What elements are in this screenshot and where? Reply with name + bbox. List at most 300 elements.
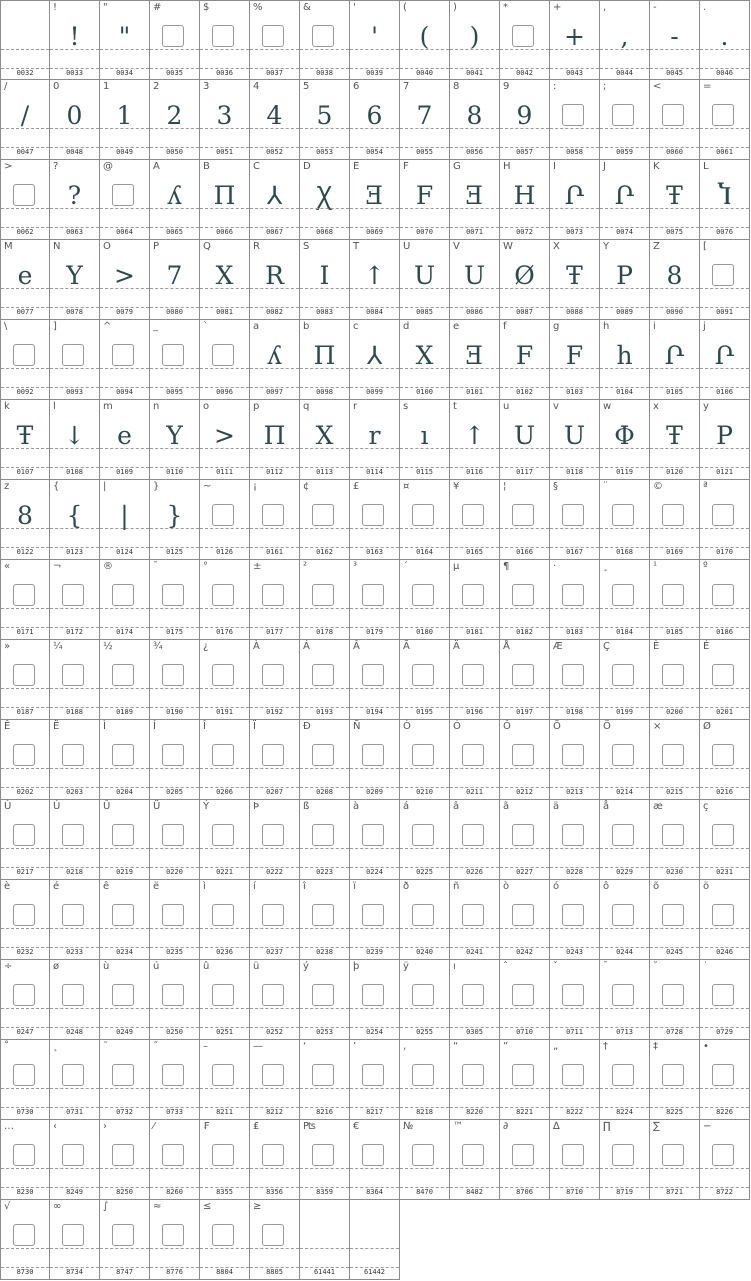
baseline-guide <box>650 608 699 609</box>
character-code: 0210 <box>416 788 433 796</box>
glyph-cell <box>700 1120 750 1200</box>
character-label: – <box>203 1041 208 1052</box>
character-code: 0202 <box>16 788 34 796</box>
character-label: … <box>4 1121 14 1132</box>
baseline-guide <box>450 448 499 449</box>
glyph-sample: U <box>463 261 486 290</box>
baseline-guide <box>450 1168 499 1169</box>
glyph-cell <box>250 1200 300 1280</box>
glyph-cell <box>150 80 200 160</box>
baseline-guide <box>1 768 49 769</box>
glyph-cell <box>300 1120 350 1200</box>
glyph-cell <box>0 320 50 400</box>
character-label: # <box>153 2 162 13</box>
missing-glyph-box-icon <box>262 504 284 526</box>
glyph-cell <box>450 1120 500 1200</box>
missing-glyph-box-icon <box>562 1064 584 1086</box>
character-code: 0217 <box>16 868 34 876</box>
character-label: å <box>603 801 610 812</box>
missing-glyph-box-icon <box>412 984 434 1006</box>
character-code: 0113 <box>316 468 333 476</box>
baseline-guide <box>1 528 49 529</box>
glyph-cell <box>350 0 400 80</box>
character-label: ˝ <box>153 1041 158 1052</box>
baseline-guide <box>300 848 349 849</box>
character-code: 0068 <box>316 228 333 236</box>
character-label: ‚ <box>403 1041 407 1052</box>
character-code: 0119 <box>616 468 633 476</box>
character-label: Q <box>203 241 211 252</box>
character-label: ⁄ <box>153 1121 155 1132</box>
character-code: 0305 <box>466 1028 483 1036</box>
glyph-sample: ↓ <box>64 421 85 450</box>
glyph-sample: 8 <box>666 261 683 290</box>
glyph-cell <box>450 0 500 80</box>
character-label: ß <box>303 801 310 812</box>
baseline-guide <box>600 768 649 769</box>
baseline-guide <box>300 288 349 289</box>
character-code: 8226 <box>716 1108 733 1116</box>
character-label: Û <box>103 801 111 812</box>
missing-glyph-box-icon <box>462 664 484 686</box>
character-code: 0730 <box>16 1108 34 1116</box>
glyph-sample: Y <box>66 261 83 290</box>
baseline-guide <box>550 368 599 369</box>
baseline-guide <box>50 528 99 529</box>
character-code: 8359 <box>316 1188 333 1196</box>
glyph-sample: ↑ <box>364 261 385 290</box>
glyph-sample: ⅄ <box>366 341 383 370</box>
character-label: } <box>153 481 160 492</box>
character-code: 0163 <box>366 548 383 556</box>
glyph-cell <box>150 0 200 80</box>
baseline-guide <box>350 1168 399 1169</box>
character-code: 0085 <box>416 308 433 316</box>
character-code: 0162 <box>316 548 333 556</box>
character-label: Y <box>603 241 610 252</box>
character-code: 0061 <box>716 148 733 156</box>
missing-glyph-box-icon <box>612 664 634 686</box>
character-label: Â <box>353 641 360 652</box>
glyph-cell <box>350 960 400 1040</box>
glyph-cell <box>450 1040 500 1120</box>
baseline-guide <box>100 49 149 50</box>
character-label: Ê <box>4 721 11 732</box>
baseline-guide <box>550 1088 599 1089</box>
baseline-guide <box>200 49 249 50</box>
glyph-cell <box>0 1200 50 1280</box>
character-label: + <box>553 2 562 13</box>
character-code: 0233 <box>66 948 83 956</box>
baseline-guide <box>500 49 549 50</box>
character-label: S <box>303 241 310 252</box>
glyph-sample: h <box>616 341 633 370</box>
baseline-guide <box>200 688 249 689</box>
glyph-sample: U <box>513 421 536 450</box>
glyph-cell <box>0 160 50 240</box>
character-label: ˙ <box>703 961 708 972</box>
missing-glyph-box-icon <box>112 904 134 926</box>
character-code: 0096 <box>216 388 233 396</box>
glyph-cell <box>400 160 450 240</box>
character-code: 8221 <box>516 1108 533 1116</box>
missing-glyph-box-icon <box>312 1144 334 1166</box>
baseline-guide <box>650 1168 699 1169</box>
character-code: 0063 <box>66 228 83 236</box>
character-label: ð <box>403 881 410 892</box>
character-code: 0120 <box>666 468 683 476</box>
glyph-cell <box>200 320 250 400</box>
missing-glyph-box-icon <box>712 104 734 126</box>
baseline-guide <box>350 1248 399 1249</box>
character-label: Ù <box>4 801 12 812</box>
character-label: ! <box>53 2 58 13</box>
character-label: e <box>453 321 460 332</box>
character-label: à <box>353 801 360 812</box>
baseline-guide <box>650 1088 699 1089</box>
character-label: £ <box>353 481 360 492</box>
character-code: 0186 <box>716 628 733 636</box>
baseline-guide <box>1 128 49 129</box>
character-label: Ó <box>453 721 461 732</box>
baseline-guide <box>1 448 49 449</box>
glyph-cell <box>500 0 550 80</box>
glyph-cell <box>0 1120 50 1200</box>
character-code: 0710 <box>516 1028 533 1036</box>
missing-glyph-box-icon <box>312 25 334 47</box>
character-code: 0088 <box>566 308 583 316</box>
character-label: ³ <box>353 561 358 572</box>
glyph-cell <box>50 1040 100 1120</box>
baseline-guide <box>200 208 249 209</box>
character-code: 0221 <box>216 868 233 876</box>
character-code: 0237 <box>266 948 283 956</box>
missing-glyph-box-icon <box>112 1224 134 1246</box>
character-label: I <box>553 161 556 172</box>
baseline-guide <box>550 448 599 449</box>
missing-glyph-box-icon <box>612 1144 634 1166</box>
character-code: 0222 <box>266 868 283 876</box>
character-label: & <box>303 2 311 13</box>
character-code: 0071 <box>466 228 483 236</box>
baseline-guide <box>200 128 249 129</box>
glyph-sample: Π <box>263 421 286 450</box>
glyph-cell <box>400 1040 450 1120</box>
glyph-cell <box>350 1200 400 1280</box>
character-label: ı <box>453 961 456 972</box>
missing-glyph-box-icon <box>13 344 35 366</box>
missing-glyph-box-icon <box>212 1224 234 1246</box>
character-code: 0733 <box>166 1108 183 1116</box>
glyph-sample: e <box>17 261 33 290</box>
glyph-cell <box>100 400 150 480</box>
glyph-cell <box>350 400 400 480</box>
missing-glyph-box-icon <box>13 984 35 1006</box>
baseline-guide <box>200 1168 249 1169</box>
character-code: 0107 <box>16 468 34 476</box>
character-label: Õ <box>553 721 561 732</box>
character-code: 0230 <box>666 868 683 876</box>
baseline-guide <box>150 768 199 769</box>
baseline-guide <box>200 368 249 369</box>
character-code: 0049 <box>116 148 133 156</box>
baseline-guide <box>300 49 349 50</box>
character-code: 0235 <box>166 948 183 956</box>
baseline-guide <box>700 1088 749 1089</box>
character-label: 0 <box>53 81 60 92</box>
baseline-guide <box>300 608 349 609</box>
glyph-cell <box>50 720 100 800</box>
character-code: 0196 <box>466 708 483 716</box>
baseline-guide <box>500 688 549 689</box>
missing-glyph-box-icon <box>712 824 734 846</box>
character-code: 0209 <box>366 788 383 796</box>
baseline-guide <box>350 848 399 849</box>
character-code: 0249 <box>116 1028 133 1036</box>
character-code: 0167 <box>566 548 583 556</box>
baseline-guide <box>1 1088 49 1089</box>
character-code: 0199 <box>616 708 633 716</box>
missing-glyph-box-icon <box>312 824 334 846</box>
baseline-guide <box>250 1168 299 1169</box>
glyph-cell <box>200 480 250 560</box>
glyph-cell <box>250 400 300 480</box>
baseline-guide <box>350 208 399 209</box>
missing-glyph-box-icon <box>162 664 184 686</box>
baseline-guide <box>150 608 199 609</box>
glyph-cell <box>550 320 600 400</box>
character-code: 8216 <box>316 1108 333 1116</box>
glyph-cell <box>150 480 200 560</box>
character-code: 0122 <box>16 548 34 556</box>
glyph-sample: X <box>415 341 434 370</box>
character-code: 0245 <box>666 948 683 956</box>
glyph-cell <box>500 880 550 960</box>
missing-glyph-box-icon <box>512 504 534 526</box>
missing-glyph-box-icon <box>212 824 234 846</box>
glyph-cell <box>0 240 50 320</box>
character-code: 0042 <box>516 69 533 77</box>
baseline-guide <box>150 1088 199 1089</box>
character-code: 0108 <box>66 468 83 476</box>
baseline-guide <box>650 768 699 769</box>
character-code: 0057 <box>516 148 533 156</box>
glyph-cell <box>100 1040 150 1120</box>
glyph-cell <box>350 160 400 240</box>
baseline-guide <box>500 288 549 289</box>
missing-glyph-box-icon <box>312 504 334 526</box>
glyph-cell <box>150 720 200 800</box>
glyph-cell <box>0 480 50 560</box>
character-label: ∞ <box>53 1201 62 1212</box>
glyph-cell <box>650 0 700 80</box>
character-label: í <box>253 881 256 892</box>
glyph-cell <box>450 480 500 560</box>
missing-glyph-box-icon <box>62 744 84 766</box>
glyph-cell <box>550 640 600 720</box>
baseline-guide <box>700 1008 749 1009</box>
missing-glyph-box-icon <box>512 25 534 47</box>
character-label: ã <box>503 801 510 812</box>
glyph-cell <box>550 400 600 480</box>
baseline-guide <box>150 49 199 50</box>
glyph-cell <box>650 480 700 560</box>
character-code: 0185 <box>666 628 683 636</box>
baseline-guide <box>400 928 449 929</box>
glyph-sample: 7 <box>166 261 183 290</box>
character-code: 0055 <box>416 148 433 156</box>
glyph-cell <box>400 320 450 400</box>
character-label: ¹ <box>653 561 658 572</box>
glyph-cell <box>650 640 700 720</box>
character-code: 8722 <box>716 1188 733 1196</box>
glyph-cell <box>700 960 750 1040</box>
glyph-sample: Ր <box>564 181 585 210</box>
missing-glyph-box-icon <box>62 1144 84 1166</box>
missing-glyph-box-icon <box>412 664 434 686</box>
character-label: ê <box>103 881 110 892</box>
character-code: 8212 <box>266 1108 283 1116</box>
glyph-sample: { <box>66 501 83 530</box>
glyph-sample: " <box>118 22 131 51</box>
missing-glyph-box-icon <box>62 984 84 1006</box>
missing-glyph-box-icon <box>712 744 734 766</box>
character-code: 8225 <box>666 1108 683 1116</box>
character-label: | <box>103 481 107 492</box>
character-code: 0035 <box>166 69 183 77</box>
missing-glyph-box-icon <box>562 104 584 126</box>
glyph-cell <box>600 960 650 1040</box>
character-code: 0054 <box>366 148 383 156</box>
character-code: 0064 <box>116 228 133 236</box>
glyph-cell <box>350 800 400 880</box>
character-label: f <box>503 321 507 332</box>
glyph-sample: / <box>20 101 30 130</box>
baseline-guide <box>550 688 599 689</box>
baseline-guide <box>700 848 749 849</box>
character-label: 4 <box>253 81 260 92</box>
glyph-cell <box>50 880 100 960</box>
missing-glyph-box-icon <box>562 824 584 846</box>
character-code: 0046 <box>716 69 733 77</box>
glyph-cell <box>500 800 550 880</box>
glyph-cell <box>500 720 550 800</box>
character-label: › <box>103 1121 107 1132</box>
baseline-guide <box>500 208 549 209</box>
glyph-cell <box>700 400 750 480</box>
baseline-guide <box>400 1008 449 1009</box>
baseline-guide <box>50 1088 99 1089</box>
glyph-sample: 8 <box>17 501 33 530</box>
glyph-cell <box>450 320 500 400</box>
character-code: 0713 <box>616 1028 633 1036</box>
glyph-sample: Ŧ <box>666 421 683 450</box>
baseline-guide <box>450 528 499 529</box>
character-label: U <box>403 241 411 252</box>
glyph-cell <box>500 960 550 1040</box>
glyph-cell <box>400 1120 450 1200</box>
glyph-cell <box>700 560 750 640</box>
missing-glyph-box-icon <box>562 664 584 686</box>
baseline-guide <box>100 288 149 289</box>
character-label: ∏ <box>603 1121 611 1132</box>
glyph-cell <box>250 160 300 240</box>
character-label: ÿ <box>403 961 409 972</box>
character-code: 0234 <box>116 948 133 956</box>
baseline-guide <box>550 49 599 50</box>
character-code: 0201 <box>716 708 733 716</box>
missing-glyph-box-icon <box>612 984 634 1006</box>
character-code: 0101 <box>466 388 483 396</box>
glyph-cell <box>600 720 650 800</box>
missing-glyph-box-icon <box>412 824 434 846</box>
character-code: 0178 <box>316 628 333 636</box>
baseline-guide <box>1 288 49 289</box>
baseline-guide <box>150 288 199 289</box>
baseline-guide <box>50 928 99 929</box>
missing-glyph-box-icon <box>712 584 734 606</box>
character-label: â <box>453 801 460 812</box>
glyph-cell <box>600 160 650 240</box>
character-label: H <box>503 161 511 172</box>
glyph-cell <box>250 80 300 160</box>
missing-glyph-box-icon <box>212 664 234 686</box>
glyph-sample: Ր <box>714 341 735 370</box>
baseline-guide <box>250 49 299 50</box>
missing-glyph-box-icon <box>712 264 734 286</box>
baseline-guide <box>300 768 349 769</box>
glyph-cell <box>250 240 300 320</box>
glyph-cell <box>300 240 350 320</box>
baseline-guide <box>400 288 449 289</box>
character-code: 0252 <box>266 1028 283 1036</box>
character-code: 0089 <box>616 308 633 316</box>
glyph-sample: e <box>117 421 132 450</box>
character-code: 0195 <box>416 708 433 716</box>
character-label: m <box>103 401 113 412</box>
character-label: 1 <box>103 81 110 92</box>
character-code: 0729 <box>716 1028 733 1036</box>
baseline-guide <box>100 768 149 769</box>
baseline-guide <box>350 608 399 609</box>
baseline-guide <box>350 1008 399 1009</box>
baseline-guide <box>150 128 199 129</box>
character-code: 0175 <box>166 628 183 636</box>
character-label: 6 <box>353 81 360 92</box>
glyph-sample: ' <box>371 22 378 51</box>
missing-glyph-box-icon <box>13 904 35 926</box>
glyph-sample: ı <box>420 421 429 450</box>
character-label: L <box>703 161 709 172</box>
character-code: 0229 <box>616 868 633 876</box>
character-label: § <box>553 481 558 492</box>
glyph-cell <box>450 80 500 160</box>
character-label: ˆ <box>503 961 508 972</box>
glyph-cell <box>500 480 550 560</box>
character-code: 0168 <box>616 548 633 556</box>
character-label: [ <box>703 241 707 252</box>
character-code: 0069 <box>366 228 383 236</box>
glyph-cell <box>500 80 550 160</box>
glyph-cell <box>600 880 650 960</box>
glyph-sample <box>350 1214 399 1258</box>
glyph-cell <box>450 960 500 1040</box>
glyph-cell <box>450 160 500 240</box>
character-label: © <box>653 481 663 492</box>
glyph-cell <box>150 240 200 320</box>
glyph-sample: , <box>620 22 629 51</box>
glyph-cell <box>650 1120 700 1200</box>
